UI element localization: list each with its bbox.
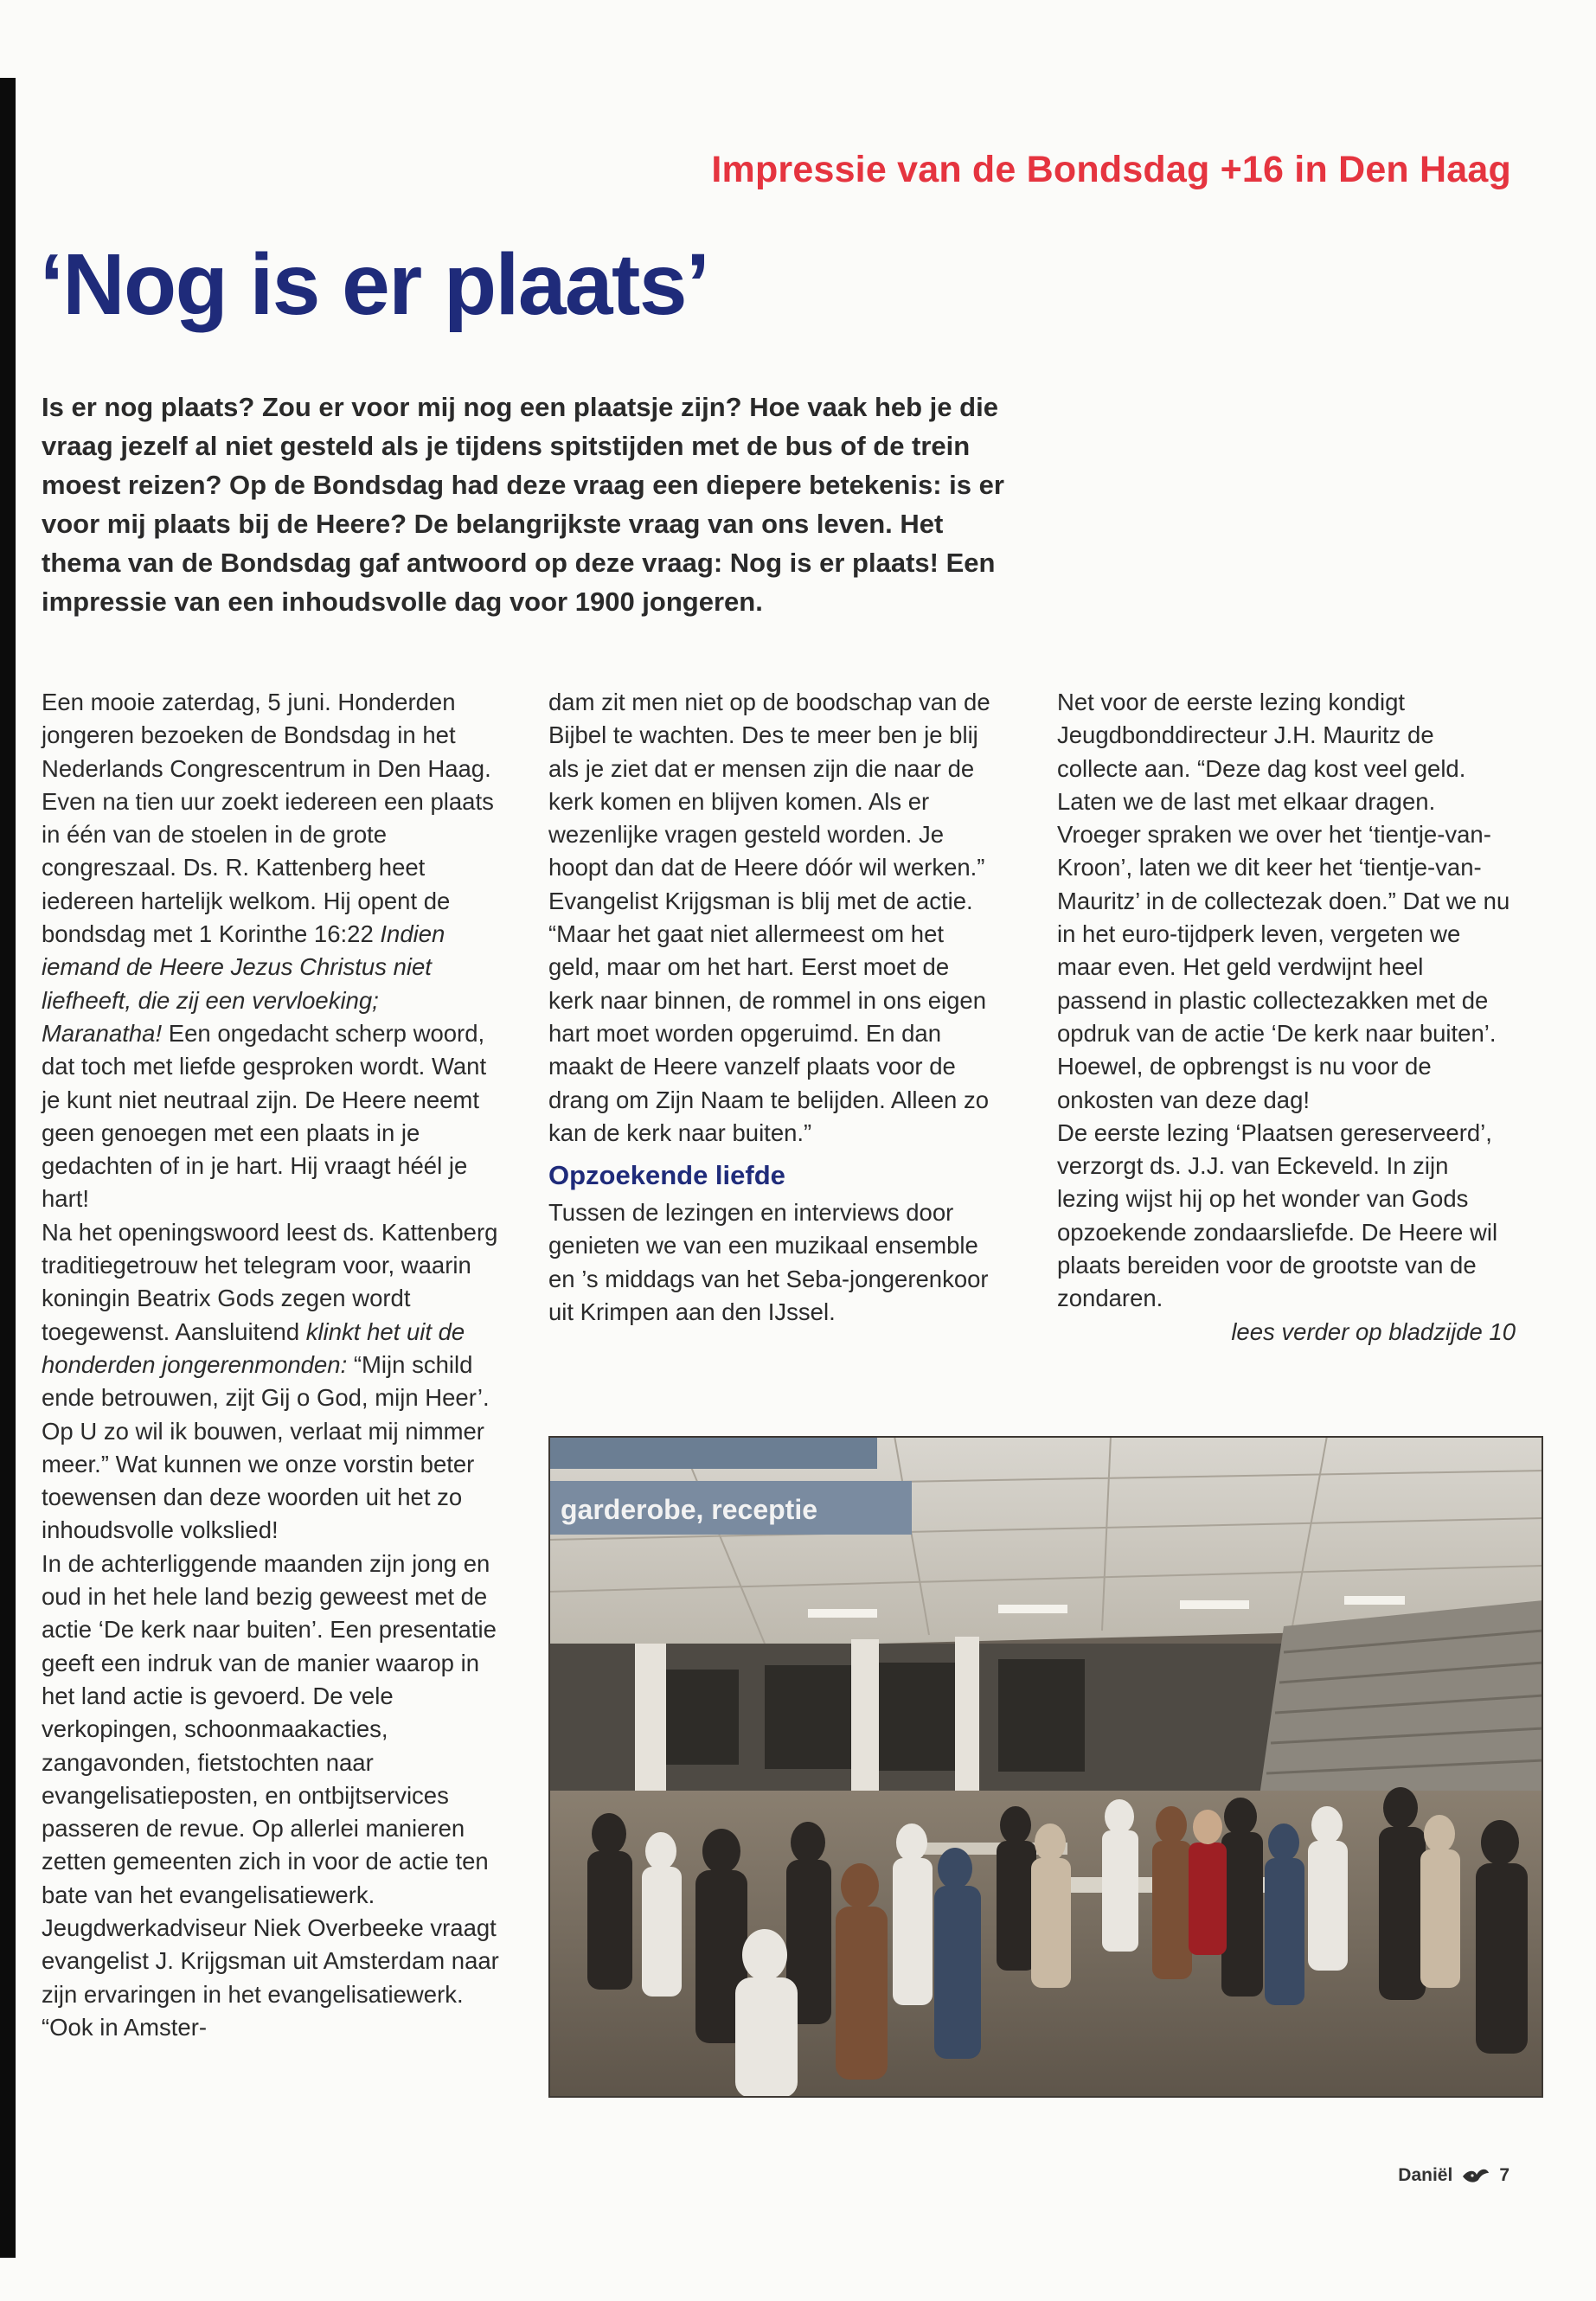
- article-column-1: [42, 686, 500, 2044]
- page-number: 7: [1499, 2165, 1509, 2185]
- article-headline: ‘Nog is er plaats’: [40, 236, 709, 333]
- paragraph: In de achterliggende maanden zijn jong en oud in het hele land bezig geweest met de actie ‘De kerk naar buiten’. Een presentatie geeft een indruk van de manier waarop in het land actie is gevoerd. De vele verkopingen, schoonmaakacties, zangavonden, fietstochten naar evangelisatieposten, en ontbijtservices passeren de revue. Op allerlei manieren zetten gemeenten zich in voor de actie ten bate van het evangelisatiewerk. Jeugdwerkadviseur Niek Overbeeke vraagt evangelist J. Krijgsman uit Amsterdam naar zijn ervaringen in het evangelisatiewerk. “Ook in Amster-: [42, 1549, 499, 2041]
- binding-edge: [0, 78, 16, 2258]
- section-kicker: Impressie van de Bondsdag +16 in Den Haag: [711, 149, 1511, 190]
- subheading: Opzoekende liefde: [548, 1160, 785, 1191]
- signage-text: garderobe, receptie: [561, 1494, 817, 1525]
- paragraph: De eerste lezing ‘Plaatsen gereserveerd’, verzorgt ds. J.J. van Eckeveld. In zijn lezing wijst hij op het wonder van Gods opzoekende zondaarsliefde. De Heere wil plaats bereiden voor de grootste van de zondaren.: [1057, 1118, 1498, 1312]
- paragraph: Tussen de lezingen en interviews door genieten we van een muzikaal ensemble en ’s middags van het Seba-jongerenkoor uit Krimpen aan den IJssel.: [548, 1199, 989, 1326]
- paragraph: dam zit men niet op de boodschap van de Bijbel te wachten. Des te meer ben je blij als je ziet dat er mensen zijn die naar de kerk komen en blijven komen. Als er wezenlijke vragen gesteld worden. Je hoopt dan dat de Heere dóór wil werken.” Evangelist Krijgsman is blij met de actie. “Maar het gaat niet allermeest om het geld, maar om het hart. Eerst moet de kerk naar binnen, de rommel in ons eigen hart moet worden opgeruimd. En dan maakt de Heere vanzelf plaats voor de drang om Zijn Naam te belijden. Alleen zo kan de kerk naar buiten.”: [548, 689, 990, 1146]
- event-photo: [548, 1436, 1543, 2098]
- bible-quote: Indien iemand de Heere Jezus Christus niet liefheeft, die zij een vervloeking; Maranatha!: [42, 920, 445, 1047]
- paragraph: Na het openingswoord leest ds. Kattenberg traditiegetrouw het telegram voor, waarin koningin Beatrix Gods zegen wordt toegewenst. Aansluitend klinkt het uit de honderden jongerenmonden: “Mijn schild ende betrouwen, zijt Gij o God, mijn Heer’. Op U zo wil ik bouwen, verlaat mij nimmer meer.” Wat kunnen we onze vorstin beter toewensen dan deze woorden uit het zo inhoudsvolle volkslied!: [42, 1218, 498, 1544]
- article-column-2: [548, 686, 998, 1329]
- article-column-3: [1057, 686, 1516, 1349]
- paragraph: Net voor de eerste lezing kondigt Jeugdbonddirecteur J.H. Mauritz de collecte aan. “Deze dag kost veel geld. Laten we de last met elkaar dragen. Vroeger spraken we over het ‘tientje-van-Kroon’, laten we dit keer het ‘tientje-van-Mauritz’ in de collectezak doen.” Dat we nu in het euro-tijdperk leven, vergeten we maar even. Het geld verdwijnt heel passend in plastic collectezakken met de opdruk van de actie ‘De kerk naar buiten’. Hoewel, de opbrengst is nu voor de onkosten van deze dag!: [1057, 689, 1510, 1113]
- page-footer: [1398, 2165, 1509, 2186]
- paragraph: Een mooie zaterdag, 5 juni. Honderden jongeren bezoeken de Bondsdag in het Nederlands Congrescentrum in Den Haag. Even na tien uur zoekt iedereen een plaats in één van de stoelen in de grote congreszaal. Ds. R. Kattenberg heet iedereen hartelijk welkom. Hij opent de bondsdag met 1 Korinthe 16:22 Indien iemand de Heere Jezus Christus niet liefheeft, die zij een vervloeking; Maranatha! Een ongedacht scherp woord, dat toch met liefde gesproken wordt. Want je kunt niet neutraal zijn. De Heere neemt geen genoegen met een plaats in je gedachten of in je hart. Hij vraagt héél je hart!: [42, 689, 494, 1213]
- dove-logo-icon: [1461, 2166, 1490, 2185]
- article-intro: Is er nog plaats? Zou er voor mij nog een plaatsje zijn? Hoe vaak heb je die vraag jezelf al niet gesteld als je tijdens spitstijden met de bus of de trein moest reizen? Op de Bondsdag had deze vraag een diepere betekenis: is er voor mij plaats bij de Heere? De belangrijkste vraag van ons leven. Het thema van de Bondsdag gaf antwoord op deze vraag: Nog is er plaats! Een impressie van een inhoudsvolle dag voor 1900 jongeren.: [42, 392, 1004, 617]
- congress-hall-crowd-image: [548, 1436, 1543, 2098]
- magazine-name: Daniël: [1398, 2165, 1453, 2185]
- emphasis: klinkt het uit de honderden jongerenmonden:: [42, 1317, 465, 1378]
- continued-notice: lees verder op bladzijde 10: [1231, 1317, 1516, 1345]
